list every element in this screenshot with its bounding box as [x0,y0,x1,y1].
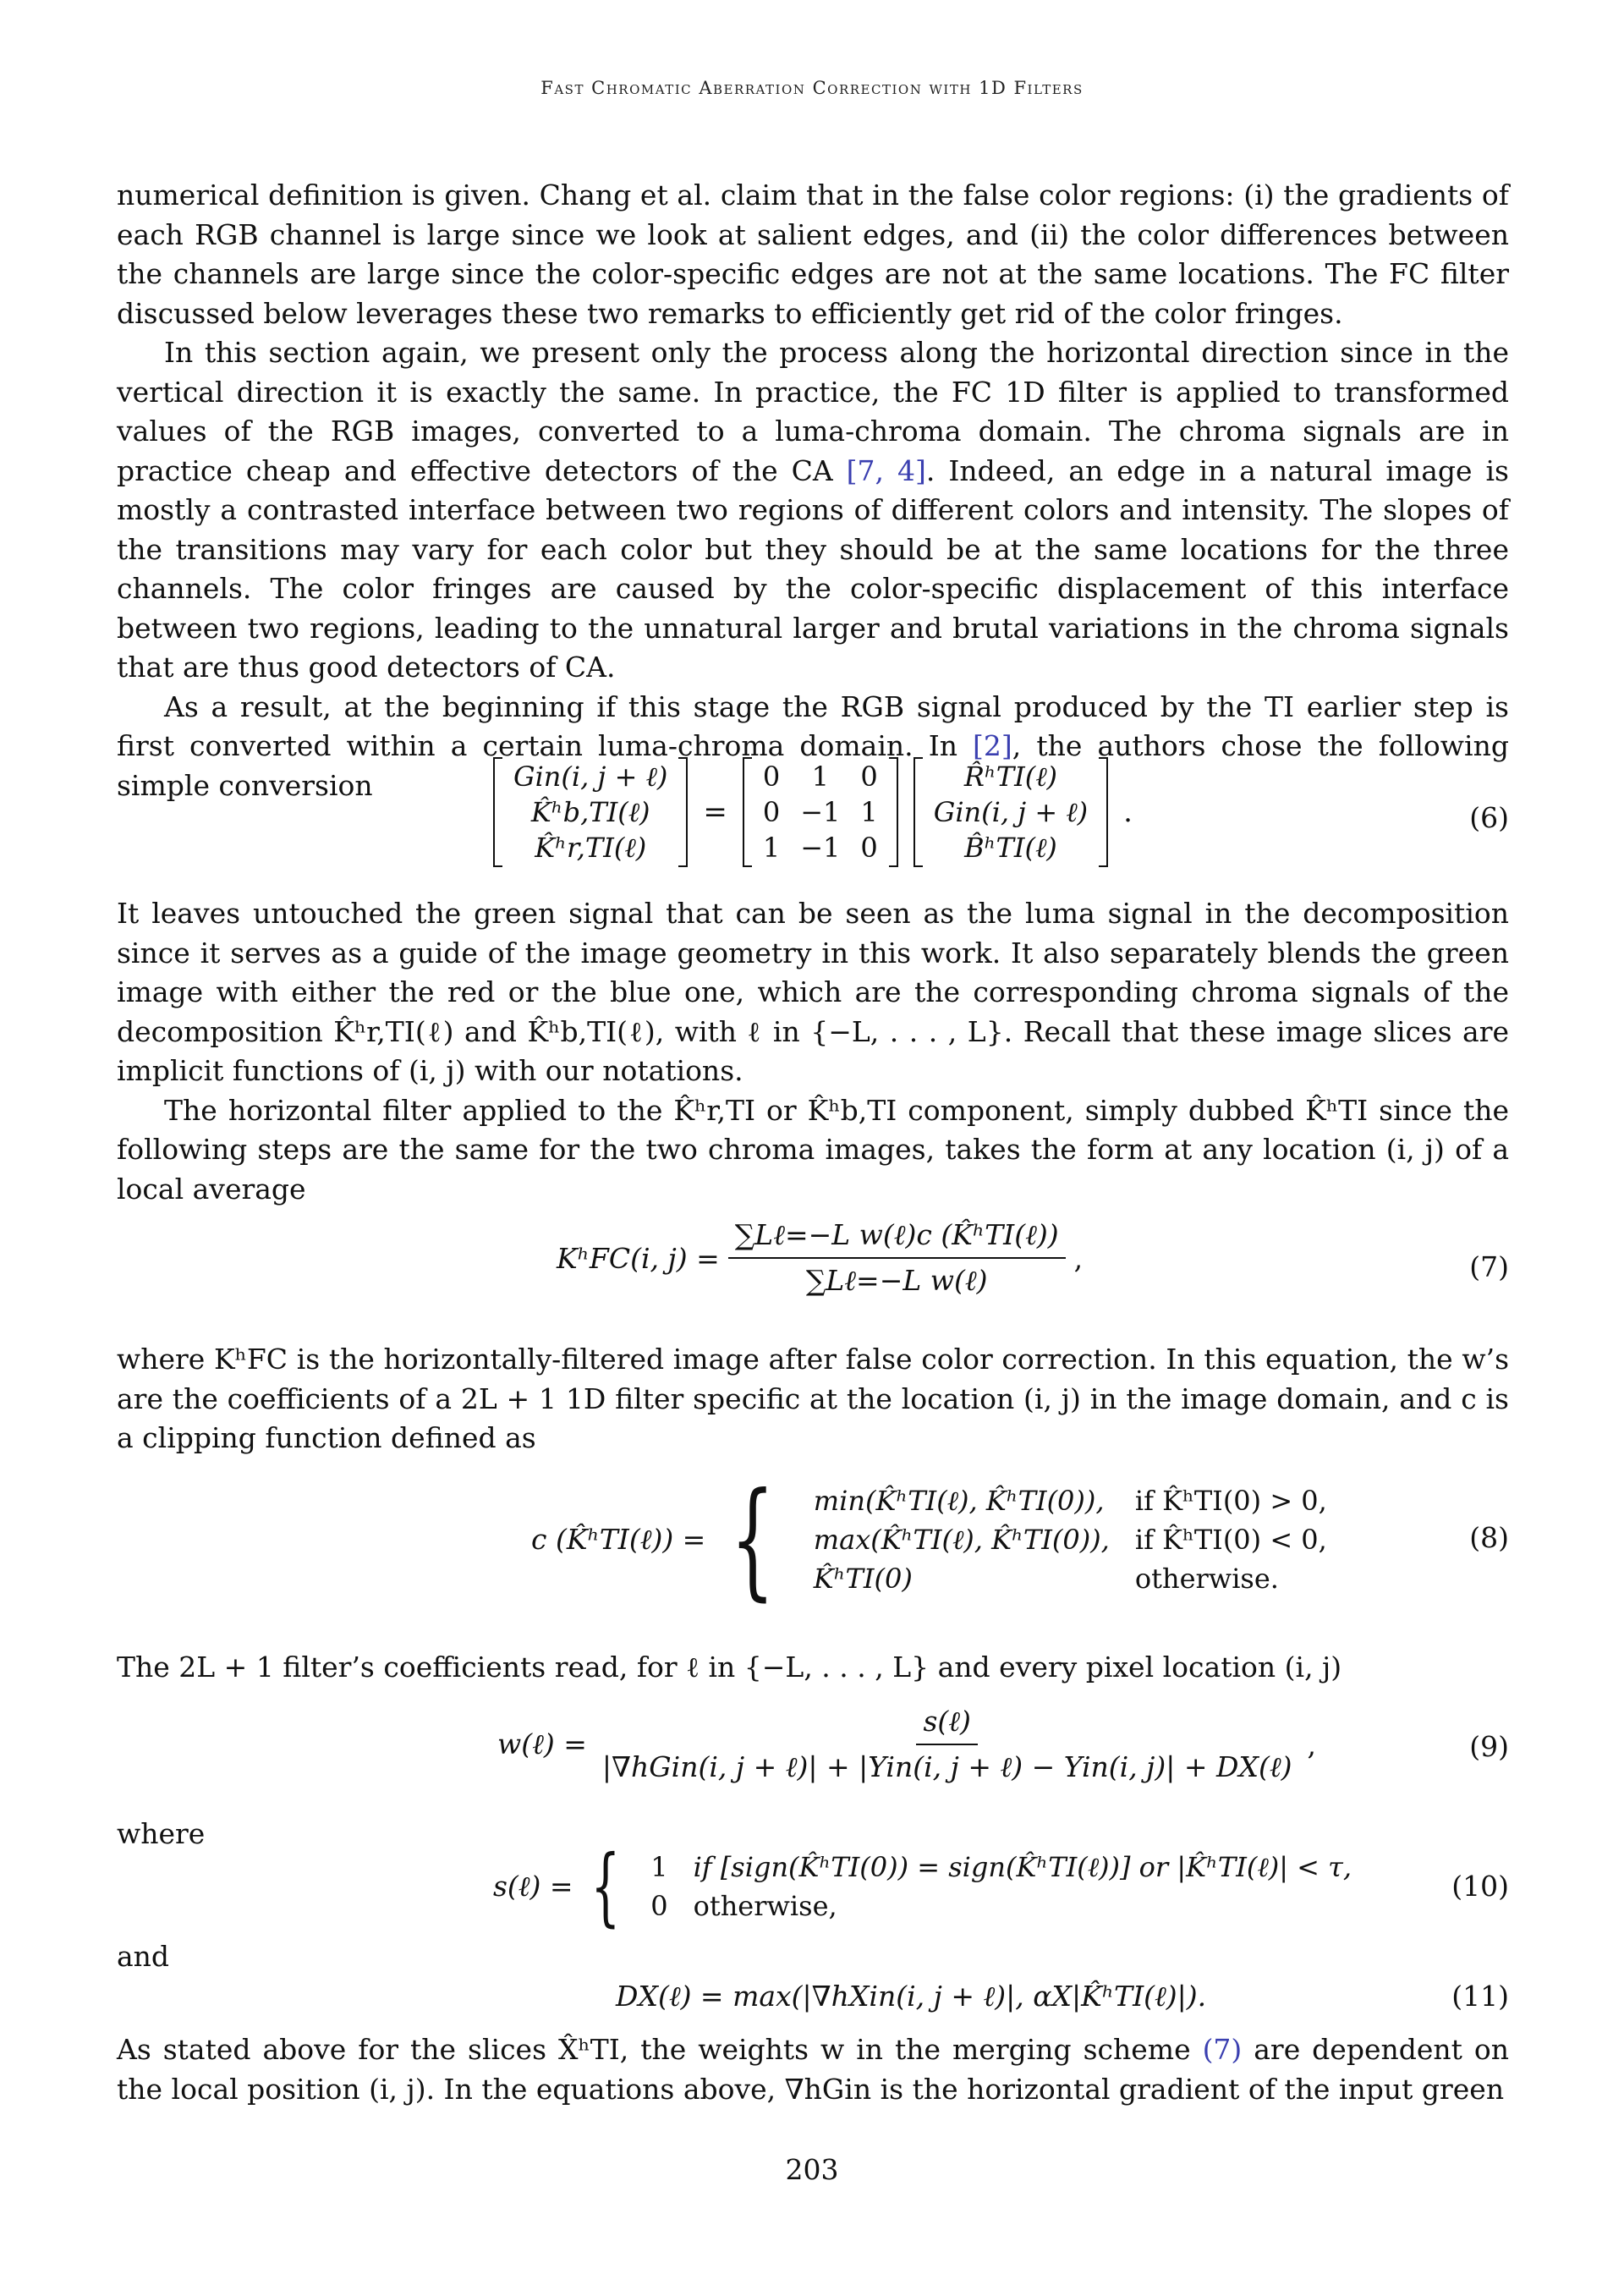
paragraph-4: It leaves untouched the green signal that can be seen as the luma signal in the decomposition since it serves as a guide of the image geometry in this work. It also separately blends the green image with either the red or the blue one, which are the corresponding chroma signals of the decomposition K̂ʰr,TI(ℓ) and K̂ʰb,TI(ℓ), with ℓ in {−L, . . . , L}. Recall that these image slices are implicit functions of (i, j) with our notations. The horizontal filter applied to the K̂ʰr,TI or K̂ʰb,TI component, simply dubbed K̂ʰTI since the following steps are the same for the two chroma images, takes the form at any location (i, j) of a local average [117,894,1509,1209]
equation-number: (10) [1451,1870,1509,1903]
equation-11: DX(ℓ) = max(|∇hXin(i, j + ℓ)|, αX|K̂ʰTI(ℓ)|). (11) [616,1980,1509,2013]
citation-link[interactable]: (7) [1202,2033,1243,2066]
paragraph-6: where KʰFC is the horizontally-filtered image after false color correction. In this equation, the w’s are the coefficients of a 2L + 1 1D filter specific at the location (i, j) in the image domain, and c is a clipping function defined as [117,1343,1509,1454]
citation-link[interactable]: [2] [973,729,1012,762]
paragraph-2: In this section again, we present only the process along the horizontal direction since in the vertical direction it is exactly the same. In practice, the FC 1D filter is applied to transformed values of the RGB images, converted to a luma-chroma domain. The chroma signals are in practice cheap and effective detectors of the CA [7, 4]. Indeed, an edge in a natural image is mostly a contrasted interface between two regions of different colors and intensity. The slopes of the transitions may vary for each color but they should be at the same locations for the three channels. The color fringes are caused by the color-specific displacement of this interface between two regions, leading to the unnatural larger and brutal variations in the chroma signals that are thus good detectors of CA. [117,336,1509,684]
eq6-lhs-vector: Gin(i, j + ℓ) K̂ʰb,TI(ℓ) K̂ʰr,TI(ℓ) [493,757,688,867]
equation-number: (6) [1469,801,1509,834]
running-header: Fast Chromatic Aberration Correction with 1D Filters [540,78,1084,98]
paragraph-5: The horizontal filter applied to the K̂ʰr,TI or K̂ʰb,TI component, simply dubbed K̂ʰTI since the following steps are the same for the two chroma images, takes the form at any location (i, j) of a local average [117,1093,1509,1206]
equation-number: (7) [1469,1250,1509,1283]
citation-link[interactable]: [7, 4] [846,453,926,487]
label-where: where [117,1817,206,1850]
equation-number: (11) [1451,1980,1509,2013]
equation-number: (8) [1469,1521,1509,1554]
paragraph-8: As stated above for the slices X̂ʰTI, the weights w in the merging scheme (7) are dependent on the local position (i, j). In the equations above, ∇hGin is the horizontal gradient of the input green [117,2033,1509,2106]
equation-9: w(ℓ) = $\frac{\text{s(ℓ)}}{\text{|∇hGin(i, j + ℓ)| + |Yin(i, j + ℓ) − Yin(i, j)| + DX(ℓ)}}$ , (9) [497,1705,1509,1783]
equation-8: c (K̂ʰTI(ℓ)) = { min(K̂ʰTI(ℓ), K̂ʰTI(0)), if K̂ʰTI(0) > 0, max(K̂ʰTI(ℓ), K̂ʰTI(0)), if K̂ʰTI(0) < 0, K̂ʰTI(0) otherwise. (8) [531,1466,1509,1613]
page-number: 203 [785,2153,839,2186]
paragraph-3: As a result, at the beginning if this stage the RGB signal produced by the TI earlier step is first converted within a certain luma-chroma domain. In [2], the authors chose the following simple conversion [117,689,1509,802]
equation-number: (9) [1469,1730,1509,1763]
label-and: and [117,1940,170,1973]
equation-10: s(ℓ) = { 1 if [sign(K̂ʰTI(0)) = sign(K̂ʰTI(ℓ))] or |K̂ʰTI(ℓ)| < τ, 0 otherwise, (10) [493,1837,1509,1936]
equation-6: Gin(i, j + ℓ) K̂ʰb,TI(ℓ) K̂ʰr,TI(ℓ) = 0 1 0 0 −1 1 1 −1 0 R̂ʰTI(ℓ) Gin(i, j + ℓ) B̂ʰTI(ℓ) . (6) [117,757,1509,884]
equation-7: KʰFC(i, j) = $\frac{\text{∑Lℓ=−L w(ℓ)c (K̂ʰTI(ℓ))}}{\text{∑Lℓ=−L w(ℓ)}}$ , (7) [557,1218,1509,1297]
paragraph-1: numerical definition is given. Chang et al. claim that in the false color regions: (i) the gradients of each RGB channel is large since we look at salient edges, and (ii) the color differences between the channels are large since the color-specific edges are not at the same locations. The FC filter discussed below leverages these two remarks to efficiently get rid of the color fringes. In this section again, we present only the process along the horizontal direction since in the vertical direction it is exactly the same. In practice, the FC 1D filter is applied to transformed values of the RGB images, converted to a luma-chroma domain. The chroma signals are in practice cheap and effective detectors of the CA [7, 4]. Indeed, an edge in a natural image is mostly a contrasted interface between two regions of different colors and intensity. The slopes of the transitions may vary for each color but they should be at the same locations for the three channels. The color fringes are caused by the color-specific displacement of this interface between two regions, leading to the unnatural larger and brutal variations in the chroma signals that are thus good detectors of CA. As a result, at the beginning if this stage the RGB signal produced by the TI earlier step is first converted within a certain luma-chroma domain. In [2], the authors chose the following simple conversion [117,176,1509,805]
paragraph-7: The 2L + 1 filter’s coefficients read, for ℓ in {−L, . . . , L} and every pixel location (i, j) [117,1651,1342,1684]
eq6-rhs-vector: R̂ʰTI(ℓ) Gin(i, j + ℓ) B̂ʰTI(ℓ) [914,757,1108,867]
eq6-matrix: 0 1 0 0 −1 1 1 −1 0 [743,757,898,867]
